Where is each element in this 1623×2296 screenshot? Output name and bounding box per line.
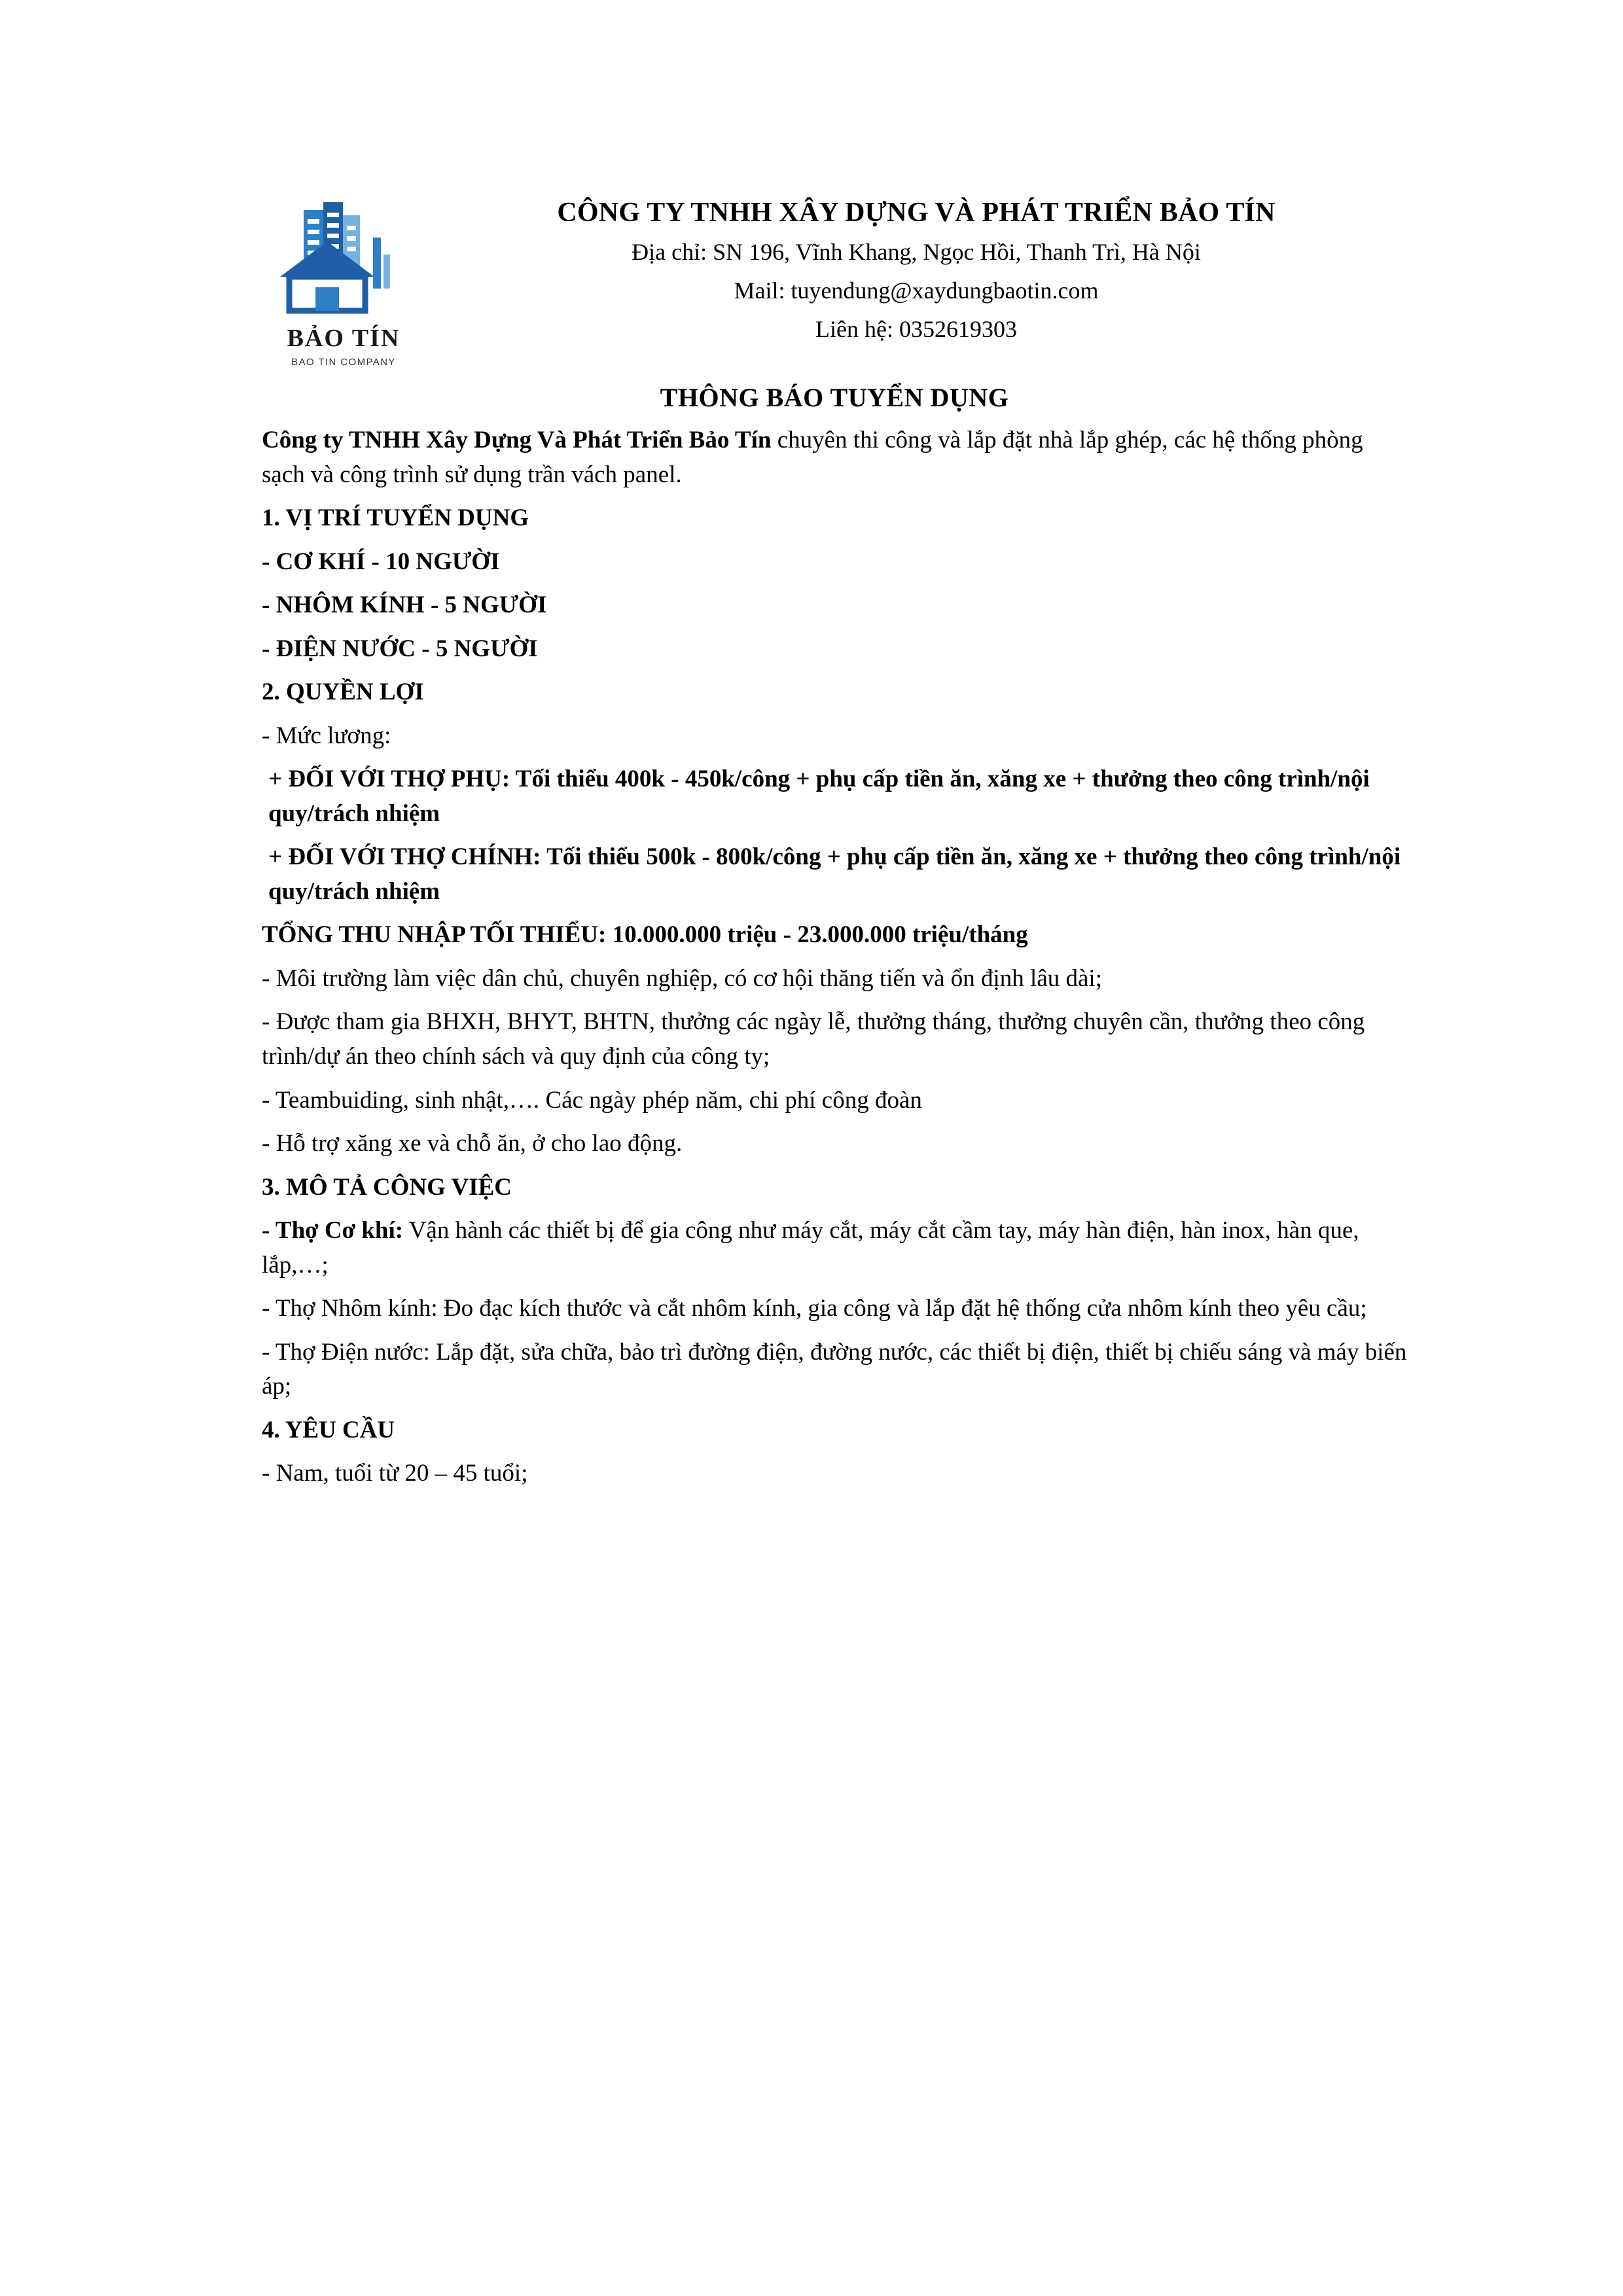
company-phone: Liên hệ: 0352619303 (815, 315, 1017, 342)
benefit-support: - Hỗ trợ xăng xe và chỗ ăn, ở cho lao động. (262, 1130, 683, 1157)
total-income: TỔNG THU NHẬP TỐI THIỂU: 10.000.000 triệu - 23.000.000 triệu/tháng (262, 921, 1028, 949)
job-mechanic-label: - Thợ Cơ khí: (262, 1217, 404, 1245)
position-item-aluminium-glass: - NHÔM KÍNH - 5 NGƯỜI (262, 592, 547, 619)
benefit-assistant-worker: + ĐỐI VỚI THỢ PHỤ: Tối thiểu 400k - 450k/công + phụ cấp tiền ăn, xăng xe + thưởng theo công trình/nội quy/trách nhiệm (268, 766, 1370, 827)
section-4-heading: 4. YÊU CẦU (262, 1416, 395, 1443)
intro-paragraph (262, 423, 1407, 492)
benefit-insurance: - Được tham gia BHXH, BHYT, BHTN, thưởng các ngày lễ, thưởng tháng, thưởng chuyên cần, thưởng theo công trình/dự án theo chính sách và quy định của công ty; (262, 1008, 1365, 1070)
intro-company-name: Công ty TNHH Xây Dựng Và Phát Triển Bảo Tín (262, 427, 772, 453)
logo-company-name: BẢO TÍN (287, 325, 401, 352)
company-logo (262, 186, 425, 368)
salary-label: - Mức lương: (262, 722, 391, 749)
benefit-teambuilding: - Teambuiding, sinh nhật,…. Các ngày phép năm, chi phí công đoàn (262, 1086, 922, 1114)
section-1-heading: 1. VỊ TRÍ TUYỂN DỤNG (262, 504, 529, 532)
document-title: THÔNG BÁO TUYỂN DỤNG (660, 383, 1009, 412)
building-logo-icon (275, 198, 412, 323)
company-mail: Mail: tuyendung@xaydungbaotin.com (734, 277, 1099, 304)
header-contact-block (425, 186, 1407, 346)
job-description-electrical-water: - Thợ Điện nước: Lắp đặt, sửa chữa, bảo trì đường điện, đường nước, các thiết bị điện, thiết bị chiếu sáng và máy biến áp; (262, 1338, 1407, 1400)
company-title: CÔNG TY TNHH XÂY DỰNG VÀ PHÁT TRIỂN BẢO TÍN (557, 198, 1275, 228)
position-item-mechanic: - CƠ KHÍ - 10 NGƯỜI (262, 548, 500, 575)
company-address: Địa chỉ: SN 196, Vĩnh Khang, Ngọc Hồi, Thanh Trì, Hà Nội (632, 238, 1201, 265)
job-mechanic-text: Vận hành các thiết bị để gia công như máy cắt, máy cắt cầm tay, máy hàn điện, hàn inox, hàn que, lắp,…; (262, 1217, 1359, 1279)
position-item-electrical-water: - ĐIỆN NƯỚC - 5 NGƯỜI (262, 635, 538, 662)
document-header (262, 186, 1407, 368)
job-description-mechanic (262, 1214, 1407, 1282)
benefit-main-worker: + ĐỐI VỚI THỢ CHÍNH: Tối thiểu 500k - 800k/công + phụ cấp tiền ăn, xăng xe + thưởng theo công trình/nội quy/trách nhiệm (268, 843, 1401, 905)
logo-company-subtitle: BAO TIN COMPANY (291, 357, 396, 368)
section-3-heading: 3. MÔ TẢ CÔNG VIỆC (262, 1173, 512, 1201)
job-description-aluminium-glass: - Thợ Nhôm kính: Đo đạc kích thước và cắt nhôm kính, gia công và lắp đặt hệ thống cửa nhôm kính theo yêu cầu; (262, 1295, 1367, 1322)
benefit-environment: - Môi trường làm việc dân chủ, chuyên nghiệp, có cơ hội thăng tiến và ổn định lâu dài; (262, 964, 1102, 992)
intro-description: chuyên thi công và lắp đặt nhà lắp ghép, các hệ thống phòng sạch và công trình sử dụng trần vách panel. (262, 427, 1363, 488)
section-2-heading: 2. QUYỀN LỢI (262, 679, 424, 706)
requirement-age: - Nam, tuổi từ 20 – 45 tuổi; (262, 1460, 528, 1487)
